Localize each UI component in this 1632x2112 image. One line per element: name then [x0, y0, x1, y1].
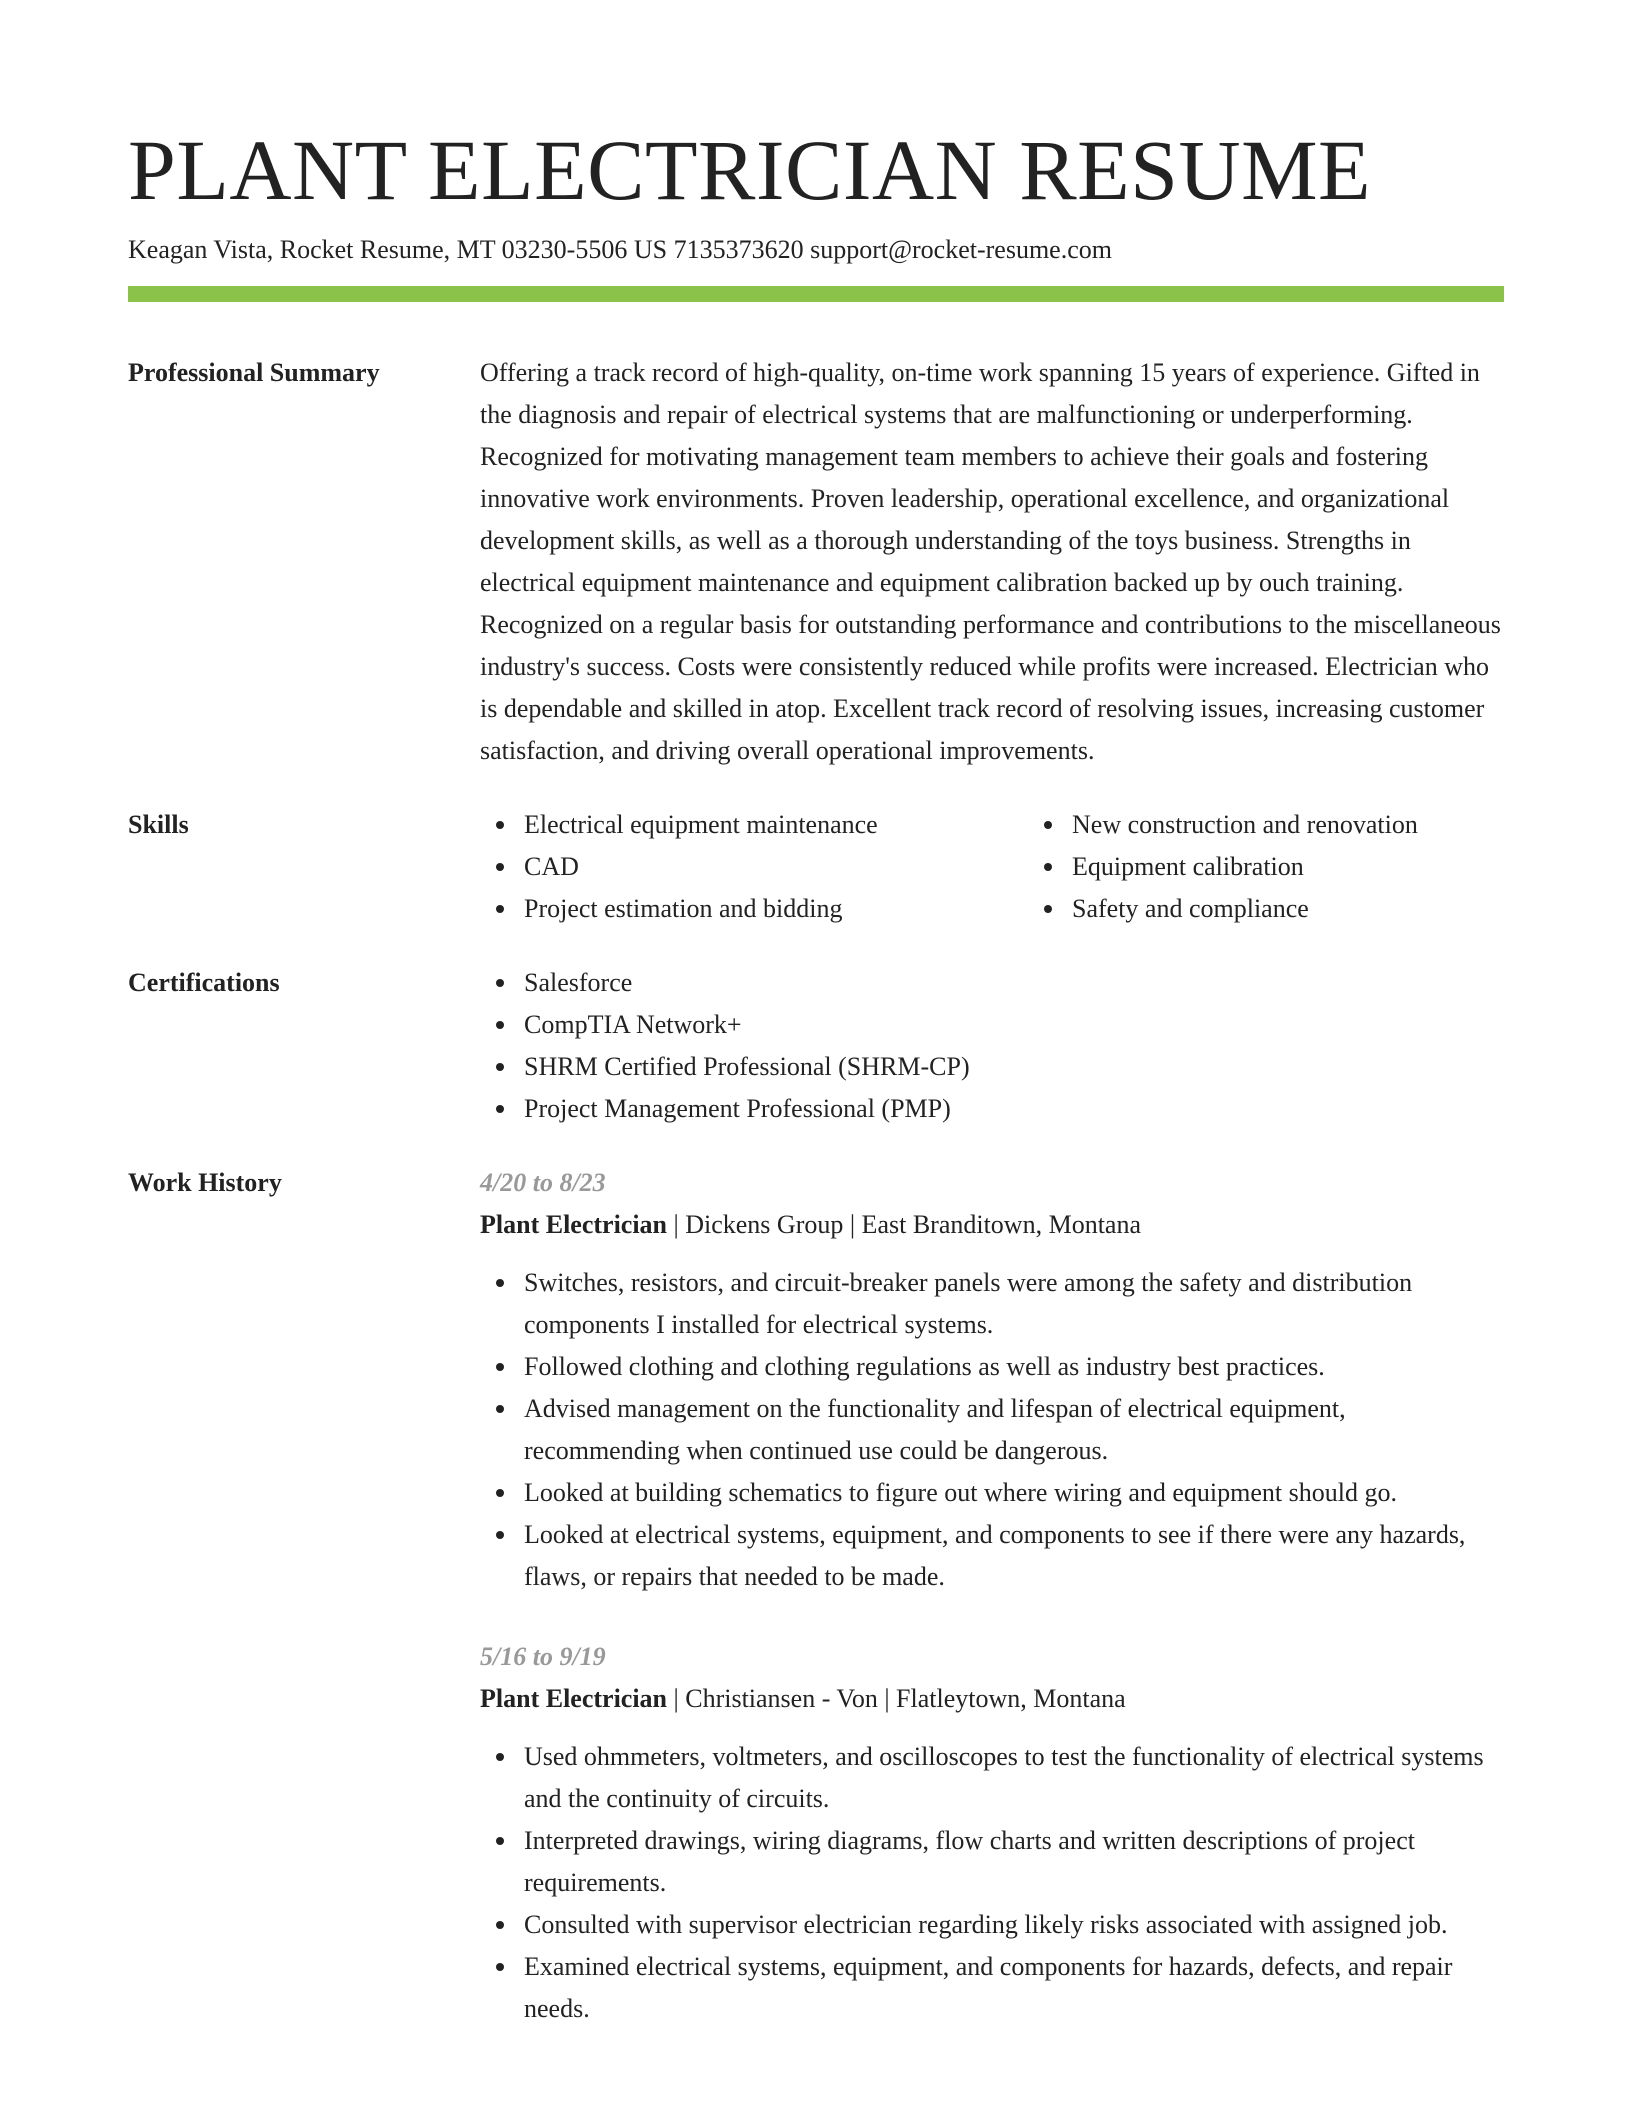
job-employer-location: | Dickens Group | East Branditown, Montana — [667, 1210, 1142, 1239]
job-dates: 4/20 to 8/23 — [480, 1168, 606, 1197]
job-bullet: Switches, resistors, and circuit-breaker panels were among the safety and distribution components I installed for electrical systems. — [524, 1262, 1504, 1346]
skill-item: Safety and compliance — [1072, 888, 1504, 930]
job-bullet: Looked at electrical systems, equipment, and components to see if there were any hazards, flaws, or repairs that needed to be made. — [524, 1514, 1504, 1598]
skills-section — [128, 804, 1504, 930]
certification-item: CompTIA Network+ — [524, 1004, 1504, 1046]
resume-title: PLANT ELECTRICIAN RESUME — [128, 122, 1372, 218]
job-entry — [480, 1636, 1504, 2030]
job-title: Plant Electrician — [480, 1684, 668, 1713]
skill-item: CAD — [524, 846, 1028, 888]
resume-page — [128, 0, 1504, 2068]
work-history-section — [128, 1162, 1504, 2068]
job-header — [480, 1204, 1504, 1246]
job-employer-location: | Christiansen - Von | Flatleytown, Montana — [667, 1684, 1126, 1713]
contact-line: Keagan Vista, Rocket Resume, MT 03230-5506 US 7135373620 support@rocket-resume.com — [128, 235, 1112, 264]
summary-section — [128, 352, 1504, 772]
job-bullets — [480, 1262, 1504, 1598]
section-label-certifications: Certifications — [128, 968, 280, 997]
skills-column-2 — [1028, 804, 1504, 930]
certification-item: Salesforce — [524, 962, 1504, 1004]
skill-item: Project estimation and bidding — [524, 888, 1028, 930]
job-bullet: Looked at building schematics to figure out where wiring and equipment should go. — [524, 1472, 1504, 1514]
job-bullets — [480, 1736, 1504, 2030]
job-title: Plant Electrician — [480, 1210, 668, 1239]
accent-divider — [128, 286, 1504, 302]
skill-item: New construction and renovation — [1072, 804, 1504, 846]
section-label-summary: Professional Summary — [128, 358, 380, 387]
job-bullet: Consulted with supervisor electrician regarding likely risks associated with assigned job. — [524, 1904, 1504, 1946]
job-bullet: Interpreted drawings, wiring diagrams, flow charts and written descriptions of project requirements. — [524, 1820, 1504, 1904]
job-header — [480, 1678, 1504, 1720]
job-bullet: Examined electrical systems, equipment, and components for hazards, defects, and repair needs. — [524, 1946, 1504, 2030]
section-label-skills: Skills — [128, 810, 189, 839]
skills-grid — [480, 804, 1504, 930]
job-entry — [480, 1162, 1504, 1598]
skill-item: Electrical equipment maintenance — [524, 804, 1028, 846]
skills-column-1 — [480, 804, 1028, 930]
summary-text: Offering a track record of high-quality, on-time work spanning 15 years of experience. Gifted in the diagnosis and repair of electrical systems that are malfunctioning or underperforming. Recognized for motivating management team members to achieve their goals and fostering innovative work environments. Proven leadership, operational excellence, and organizational development skills, as well as a thorough understanding of the toys business. Strengths in electrical equipment maintenance and equipment calibration backed up by ouch training. Recognized on a regular basis for outstanding performance and contributions to the miscellaneous industry's success. Costs were consistently reduced while profits were increased. Electrician who is dependable and skilled in atop. Excellent track record of resolving issues, increasing customer satisfaction, and driving overall operational improvements. — [480, 358, 1501, 765]
certification-item: Project Management Professional (PMP) — [524, 1088, 1504, 1130]
job-bullet: Used ohmmeters, voltmeters, and oscilloscopes to test the functionality of electrical systems and the continuity of circuits. — [524, 1736, 1504, 1820]
certification-item: SHRM Certified Professional (SHRM-CP) — [524, 1046, 1504, 1088]
certifications-section — [128, 962, 1504, 1130]
skill-item: Equipment calibration — [1072, 846, 1504, 888]
job-bullet: Advised management on the functionality and lifespan of electrical equipment, recommending when continued use could be dangerous. — [524, 1388, 1504, 1472]
certifications-list — [480, 962, 1504, 1130]
section-label-work-history: Work History — [128, 1168, 282, 1197]
job-bullet: Followed clothing and clothing regulations as well as industry best practices. — [524, 1346, 1504, 1388]
job-dates: 5/16 to 9/19 — [480, 1642, 606, 1671]
